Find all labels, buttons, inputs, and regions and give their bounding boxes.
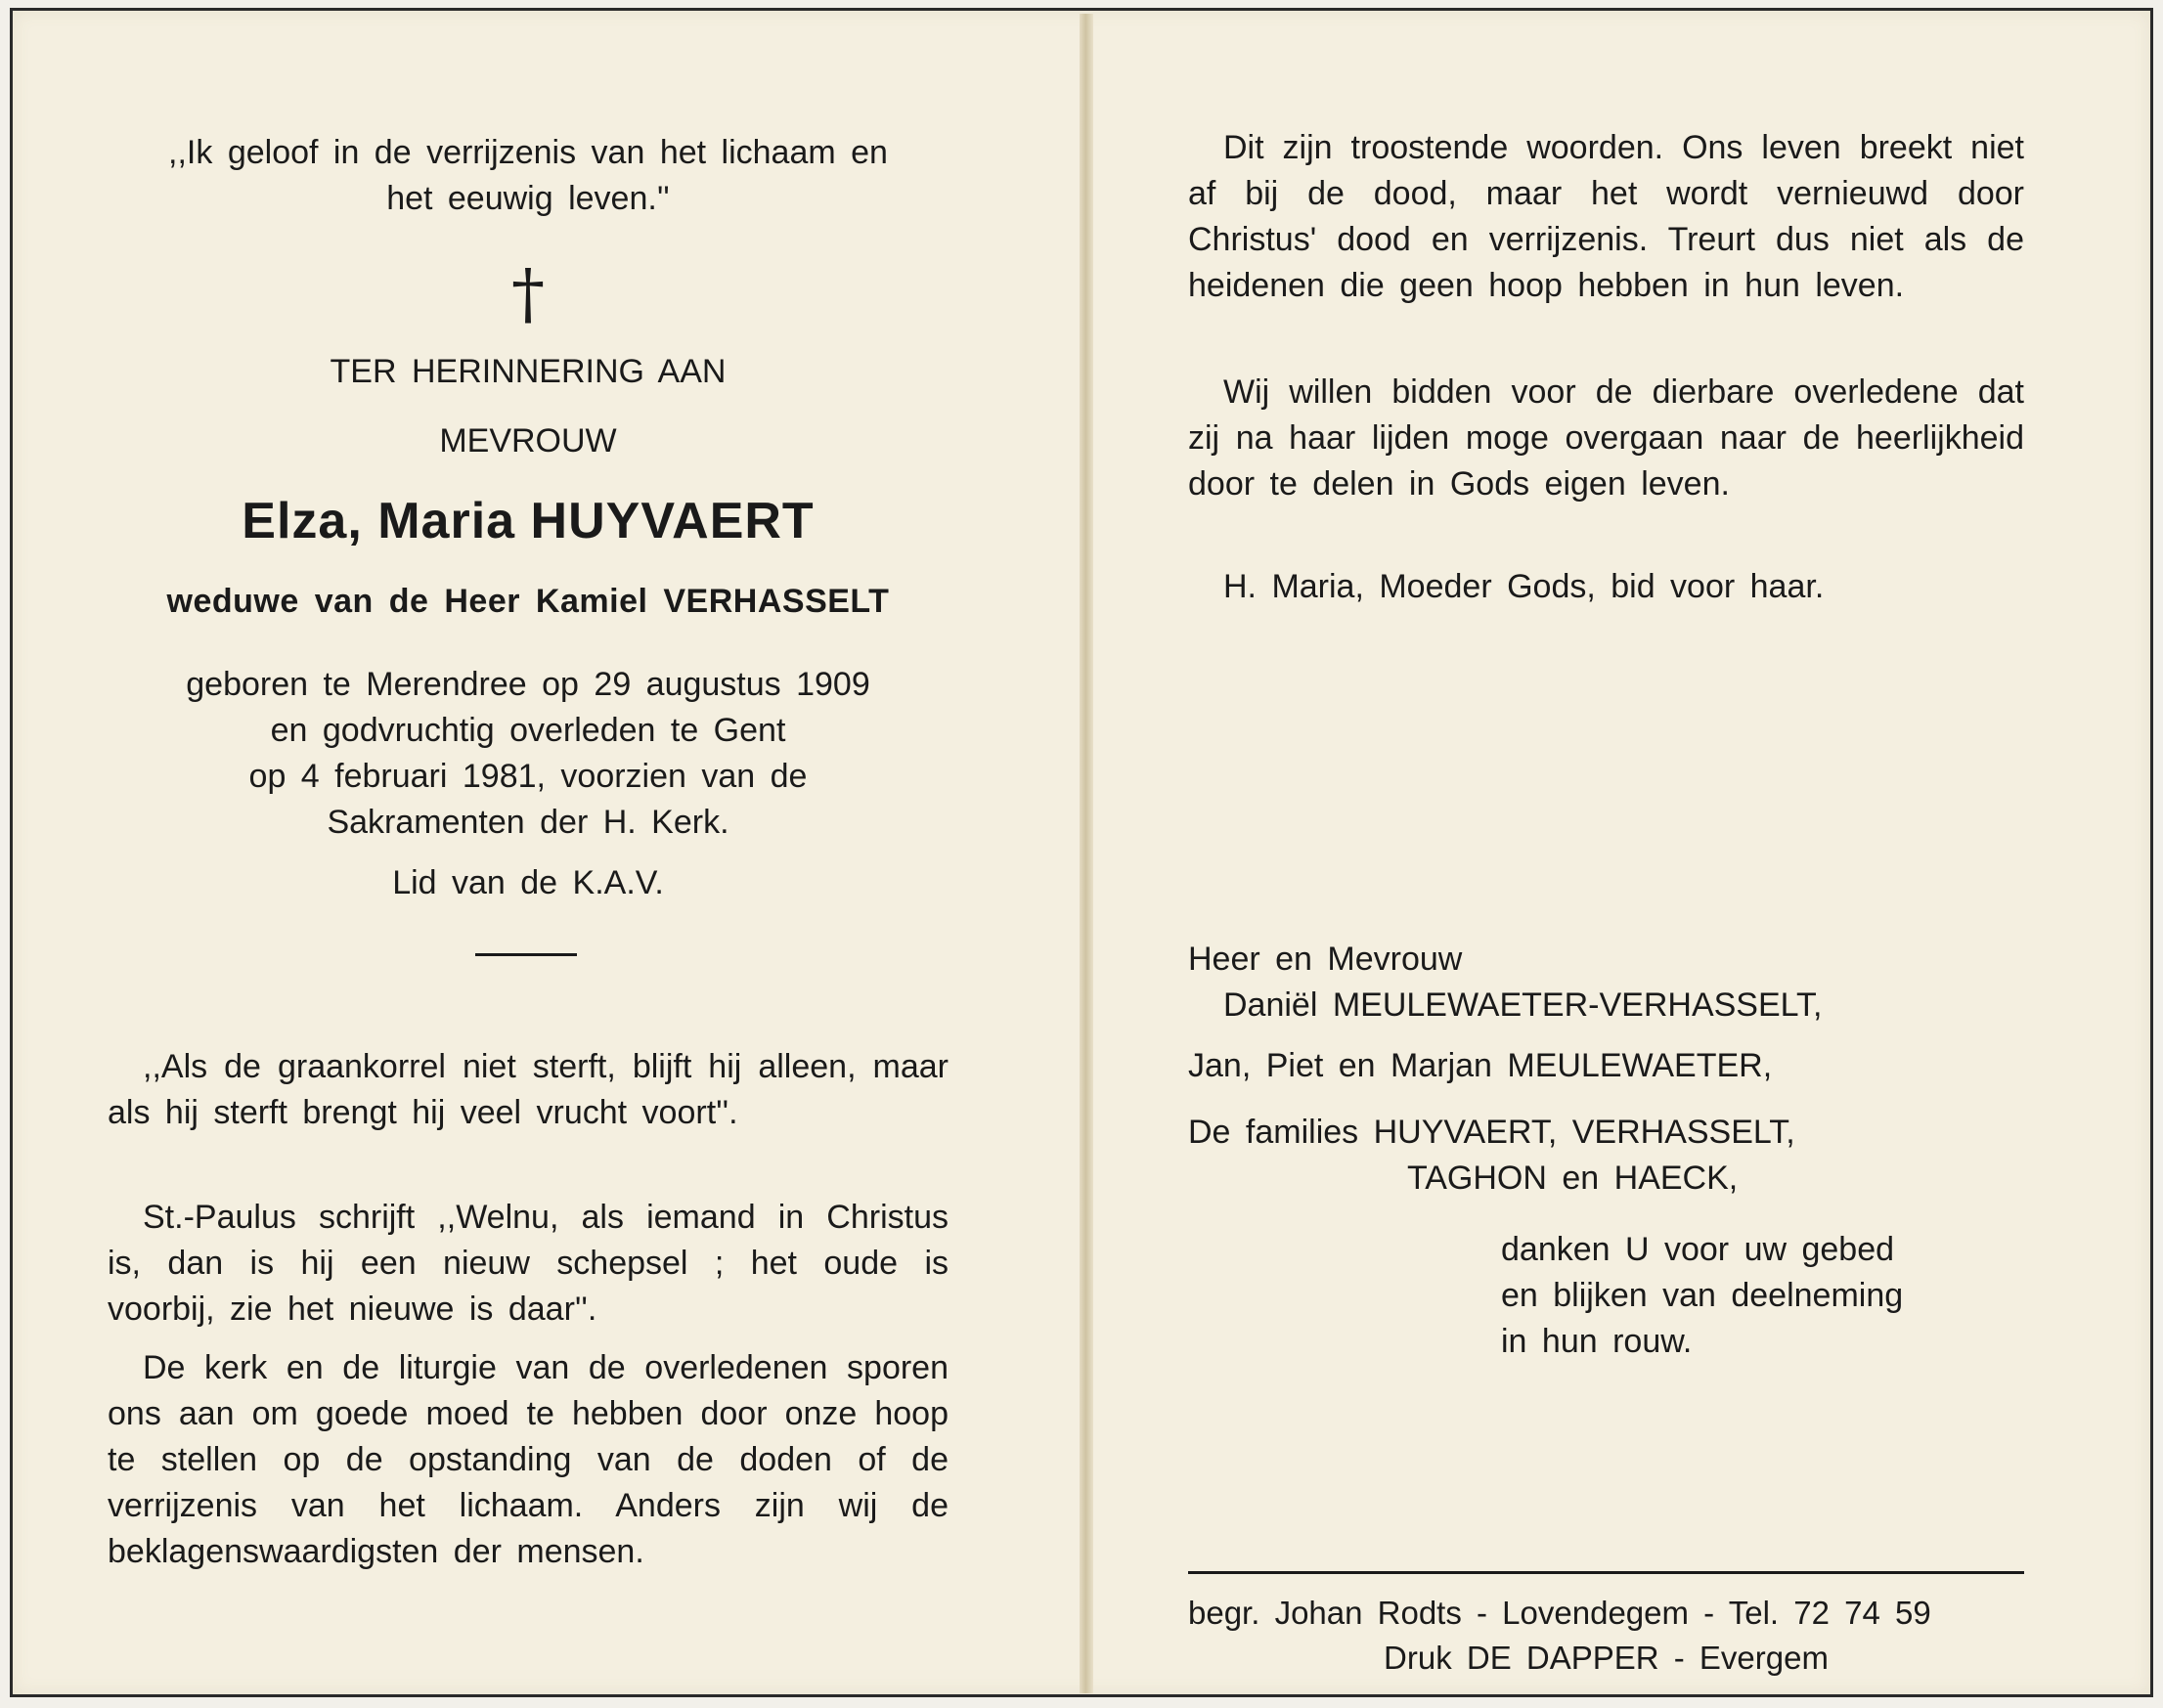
cross-icon: †: [511, 256, 545, 333]
thanks-line1: danken U voor uw gebed: [1501, 1231, 1895, 1268]
family-line5: TAGHON en HAECK,: [1407, 1160, 1739, 1197]
card-fold: [1080, 14, 1093, 1693]
opening-quote: ,,Ik geloof in de verrijzenis van het lichaam en het eeuwig leven.'': [168, 134, 888, 217]
paragraph-troostende: Dit zijn troostende woorden. Ons leven breekt niet af bij de dood, maar het wordt vernieuwd door Christus' dood en verrijzenis. Treurt dus niet als de heidenen die geen hoop hebben in hun leven.: [1188, 129, 2024, 304]
family-line4: De families HUYVAERT, VERHASSELT,: [1188, 1114, 1795, 1151]
biography-line2: en godvruchtig overleden te Gent: [270, 712, 786, 749]
prayer-line: H. Maria, Moeder Gods, bid voor haar.: [1223, 568, 1825, 605]
widow-line: weduwe van de Heer Kamiel VERHASSELT: [166, 583, 890, 620]
biography-line4: Sakramenten der H. Kerk.: [327, 804, 729, 841]
deceased-name: Elza, Maria HUYVAERT: [242, 493, 815, 549]
thanks-line2: en blijken van deelneming: [1501, 1277, 1904, 1314]
biography-line1: geboren te Merendree op 29 augustus 1909: [186, 666, 870, 703]
family-line3: Jan, Piet en Marjan MEULEWAETER,: [1188, 1047, 1773, 1084]
paragraph-kerk: De kerk en de liturgie van de overledenen sporen ons aan om goede moed te hebben door onze hoop te stellen op de opstanding van de doden of de verrijzenis van het lichaam. Anders zijn wij de beklagenswaardigsten der mensen.: [108, 1349, 949, 1570]
biography-line3: op 4 februari 1981, voorzien van de: [248, 758, 808, 795]
divider: [475, 953, 577, 956]
family-line1: Heer en Mevrouw: [1188, 941, 1463, 978]
heading-line1: TER HERINNERING AAN: [330, 353, 727, 390]
thanks-line3: in hun rouw.: [1501, 1323, 1693, 1360]
paragraph-paulus: St.-Paulus schrijft ,,Welnu, als iemand in Christus is, dan is hij een nieuw schepsel ; het oude is voorbij, zie het nieuwe is daar''.: [108, 1199, 949, 1328]
paragraph-bidden: Wij willen bidden voor de dierbare overledene dat zij na haar lijden moge overgaan naar de heerlijkheid door te delen in Gods eigen leven.: [1188, 373, 2024, 503]
heading-line2: MEVROUW: [439, 422, 617, 460]
paragraph-graankorrel: ,,Als de graankorrel niet sterft, blijft hij alleen, maar als hij sterft brengt hij veel vrucht voort''.: [108, 1048, 949, 1131]
printer-line1: begr. Johan Rodts - Lovendegem - Tel. 72 74 59: [1188, 1595, 1931, 1631]
printer-divider: [1188, 1571, 2024, 1574]
membership: Lid van de K.A.V.: [392, 864, 664, 901]
printer-line2: Druk DE DAPPER - Evergem: [1384, 1640, 1829, 1676]
family-line2: Daniël MEULEWAETER-VERHASSELT,: [1223, 986, 1823, 1024]
